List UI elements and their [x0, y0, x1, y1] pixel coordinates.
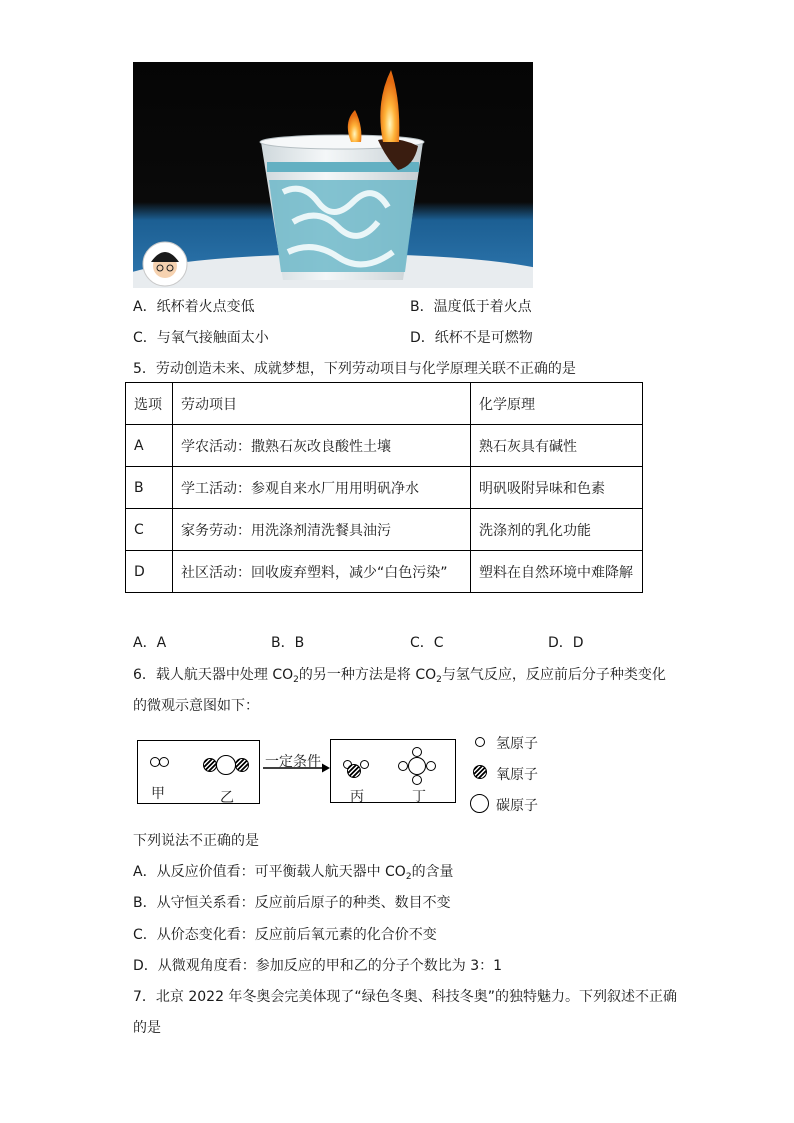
reactant-label-yi: 乙	[220, 790, 234, 806]
hydrogen-atom	[426, 761, 436, 771]
table-cell: 学工活动：参观自来水厂用用明矾净水	[173, 467, 471, 509]
hydrogen-atom	[412, 747, 422, 757]
q6-option-c: C．从价态变化看：反应前后氧元素的化合价不变	[133, 927, 437, 943]
q6-stem-line1: 6．载人航天器中处理 $CO_2$的另一种方法是将 $CO_2$与氢气反应，反应前后分子种类变化	[133, 667, 666, 685]
product-label-ding: 丁	[412, 789, 426, 805]
q4-option-c: C．与氧气接触面太小	[133, 330, 269, 346]
table-row	[126, 425, 643, 467]
legend-hydrogen-icon	[475, 737, 485, 747]
table-header-row	[126, 383, 643, 425]
q5-option-d: D．D	[548, 635, 584, 651]
q6-option-a: A．从反应价值看：可平衡载人航天器中 $CO_2$的含量	[133, 864, 454, 882]
labor-table	[125, 382, 643, 593]
table-row	[126, 551, 643, 593]
q5-option-a: A．A	[133, 635, 167, 651]
table-header-cell: 选项	[126, 383, 173, 425]
table-cell: 塑料在自然环境中难降解	[471, 551, 643, 593]
burning-paper-cup-photo	[133, 62, 533, 288]
hydrogen-atom	[398, 761, 408, 771]
q5-stem: 5．劳动创造未来、成就梦想，下列劳动项目与化学原理关联不正确的是	[133, 361, 576, 377]
q6-option-d: D．从微观角度看：参加反应的甲和乙的分子个数比为 3：1	[133, 958, 503, 974]
arrow-icon	[262, 762, 332, 774]
q7-stem-line1: 7．北京 2022 年冬奥会完美体现了“绿色冬奥、科技冬奥”的独特魅力。下列叙述不正确	[133, 989, 677, 1005]
hydrogen-atom	[412, 775, 422, 785]
hydrogen-atom	[159, 757, 169, 767]
table-cell: 熟石灰具有碱性	[471, 425, 643, 467]
oxygen-atom	[347, 764, 361, 778]
carbon-atom	[216, 755, 236, 775]
table-header-cell: 劳动项目	[173, 383, 471, 425]
table-cell: B	[126, 467, 173, 509]
table-cell: 明矾吸附异味和色素	[471, 467, 643, 509]
table-cell: 学农活动：撒熟石灰改良酸性土壤	[173, 425, 471, 467]
table-row	[126, 509, 643, 551]
table-cell: 洗涤剂的乳化功能	[471, 509, 643, 551]
carbon-atom	[408, 757, 426, 775]
table-cell: 社区活动：回收废弃塑料，减少“白色污染”	[173, 551, 471, 593]
arrow-label: 一定条件	[265, 754, 321, 770]
q4-option-b: B．温度低于着火点	[410, 299, 532, 315]
q5-option-b: B．B	[271, 635, 305, 651]
hydrogen-atom	[360, 760, 369, 769]
legend-carbon-icon	[470, 794, 489, 813]
product-label-bing: 丙	[350, 789, 364, 805]
q5-option-c: C．C	[410, 635, 444, 651]
q6-question: 下列说法不正确的是	[133, 833, 259, 849]
table-cell: D	[126, 551, 173, 593]
legend-hydrogen-label: 氢原子	[496, 736, 538, 752]
legend-oxygen-label: 氧原子	[496, 767, 538, 783]
q6-stem-line2: 的微观示意图如下：	[133, 698, 259, 714]
q4-option-d: D．纸杯不是可燃物	[410, 330, 533, 346]
table-cell: 家务劳动：用洗涤剂清洗餐具油污	[173, 509, 471, 551]
legend-oxygen-icon	[473, 765, 487, 779]
table-row	[126, 467, 643, 509]
reactant-label-jia: 甲	[151, 786, 165, 802]
q4-option-a: A．纸杯着火点变低	[133, 299, 255, 315]
legend-carbon-label: 碳原子	[496, 798, 538, 814]
q7-stem-line2: 的是	[133, 1020, 161, 1036]
q6-option-b: B．从守恒关系看：反应前后原子的种类、数目不变	[133, 895, 451, 911]
table-cell: C	[126, 509, 173, 551]
table-cell: A	[126, 425, 173, 467]
oxygen-atom	[203, 758, 217, 772]
table-header-cell: 化学原理	[471, 383, 643, 425]
oxygen-atom	[235, 758, 249, 772]
